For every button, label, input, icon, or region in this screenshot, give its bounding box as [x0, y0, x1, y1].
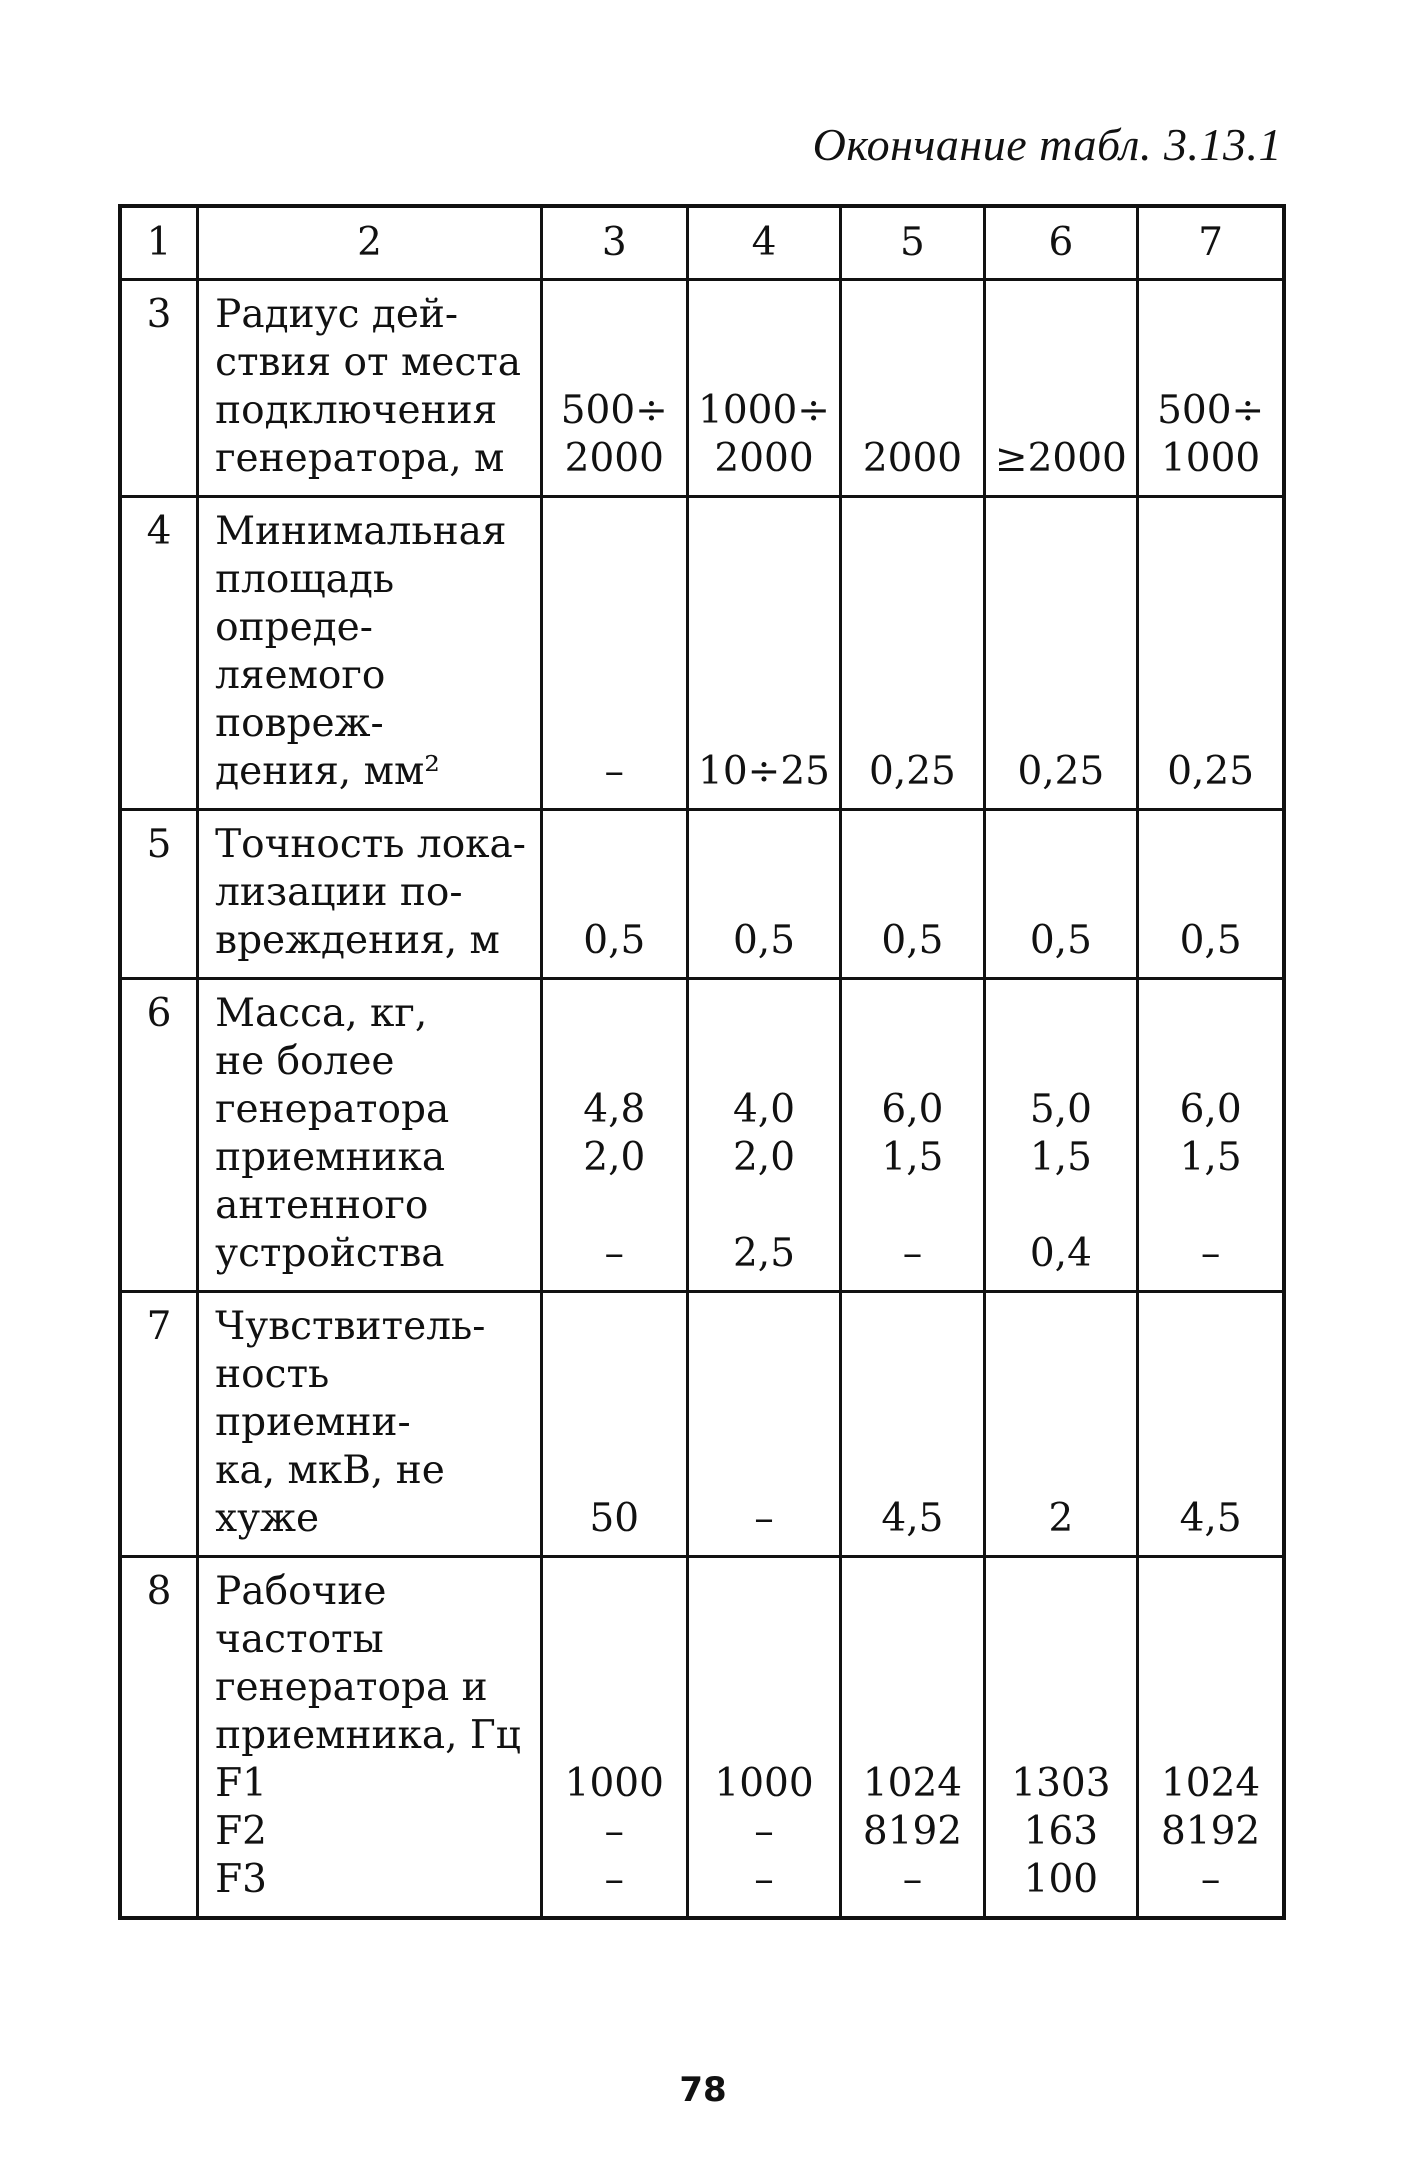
value-line: 0,5: [881, 918, 944, 963]
parameter-line: F2: [215, 1809, 267, 1854]
header-cell: 3: [541, 206, 687, 280]
value-line: –: [754, 1857, 774, 1902]
row-number: 8: [120, 1557, 198, 1919]
parameter-line: генератора, м: [215, 436, 505, 481]
value-line: 1000: [564, 1761, 664, 1806]
value-cell: [541, 1292, 687, 1557]
parameter-line: Масса, кг,: [215, 991, 428, 1036]
parameter-line: приемника, Гц: [215, 1713, 521, 1758]
value-line: –: [604, 749, 625, 794]
value-cell: [1138, 810, 1284, 979]
value-line: 2: [1048, 1496, 1074, 1541]
value-cell: [984, 280, 1138, 497]
value-line: –: [604, 1809, 625, 1854]
parameter-line: генератора и: [215, 1665, 488, 1710]
value-cell: [841, 1292, 984, 1557]
parameter-line: лизации по-: [215, 870, 463, 915]
value-line: 1000÷: [698, 388, 830, 433]
value-cell: [1138, 497, 1284, 810]
table-row: [120, 979, 1284, 1292]
value-line: 500÷: [1157, 388, 1265, 433]
value-cell: [541, 280, 687, 497]
value-line: 0,25: [869, 749, 956, 794]
value-line: 5,0: [1029, 1087, 1092, 1132]
parameter-line: ляемого повреж-: [215, 653, 386, 746]
parameter-line: вреждения, м: [215, 918, 500, 963]
value-line: ≥2000: [994, 436, 1127, 481]
parameter-line: антенного: [215, 1183, 429, 1228]
parameter-line: приемника: [215, 1135, 446, 1180]
value-line: 100: [1023, 1857, 1099, 1902]
parameter-line: подключения: [215, 388, 498, 433]
parameter-line: F1: [215, 1761, 267, 1806]
value-cell: [984, 810, 1138, 979]
value-line: 2,0: [583, 1135, 646, 1180]
value-line: [1145, 1182, 1276, 1230]
value-line: 1000: [714, 1761, 814, 1806]
table-caption: Окончание табл. 3.13.1: [812, 119, 1282, 170]
row-number: 7: [120, 1292, 198, 1557]
value-line: 0,5: [732, 918, 796, 963]
value-line: [695, 1182, 834, 1230]
value-line: 1000: [1160, 436, 1261, 481]
value-line: 500÷: [560, 388, 668, 433]
value-line: 4,0: [732, 1087, 796, 1132]
value-line: 0,4: [1029, 1231, 1092, 1276]
value-line: 0,25: [1167, 749, 1255, 794]
value-line: [549, 1182, 680, 1230]
table-row: [120, 280, 1284, 497]
parameter-line: F3: [215, 1857, 267, 1902]
value-line: 6,0: [1179, 1087, 1242, 1132]
value-cell: [984, 979, 1138, 1292]
value-line: 0,5: [1029, 918, 1092, 963]
header-cell: 6: [984, 206, 1138, 280]
parameter-line: ность приемни-: [215, 1352, 411, 1445]
value-line: [992, 1182, 1131, 1230]
value-line: 8192: [862, 1809, 963, 1854]
value-line: –: [754, 1496, 774, 1541]
value-line: 4,5: [881, 1496, 944, 1541]
value-cell: [841, 1557, 984, 1919]
value-cell: [841, 979, 984, 1292]
parameter-line: дения, мм²: [215, 749, 440, 794]
value-cell: [984, 1292, 1138, 1557]
value-cell: [1138, 979, 1284, 1292]
value-line: 4,8: [583, 1087, 646, 1132]
parameter-line: устройства: [215, 1231, 445, 1276]
table-body: [120, 280, 1284, 1919]
row-number: 5: [120, 810, 198, 979]
header-cell: 4: [687, 206, 841, 280]
value-line: 1,5: [1179, 1135, 1242, 1180]
value-line: 1303: [1011, 1761, 1111, 1806]
value-cell: [841, 280, 984, 497]
parameter-line: Точность лока-: [215, 822, 526, 867]
table-row: [120, 810, 1284, 979]
parameter-cell: [198, 1292, 542, 1557]
value-cell: [687, 1292, 841, 1557]
specification-table: [118, 204, 1286, 1920]
value-line: 1024: [1160, 1761, 1261, 1806]
value-cell: [541, 810, 687, 979]
value-line: 10÷25: [698, 749, 830, 794]
value-line: 1,5: [881, 1135, 944, 1180]
value-line: 0,25: [1017, 749, 1105, 794]
value-line: 4,5: [1179, 1496, 1242, 1541]
parameter-cell: [198, 810, 542, 979]
row-number: 4: [120, 497, 198, 810]
parameter-line: генератора: [215, 1087, 450, 1132]
value-line: 0,5: [1179, 918, 1242, 963]
table-row: [120, 1292, 1284, 1557]
value-line: –: [604, 1231, 625, 1276]
parameter-line: ка, мкВ, не хуже: [215, 1448, 445, 1541]
value-line: –: [902, 1857, 923, 1902]
value-cell: [541, 497, 687, 810]
value-cell: [1138, 1557, 1284, 1919]
parameter-line: не более: [215, 1039, 395, 1084]
value-cell: [541, 979, 687, 1292]
parameter-cell: [198, 497, 542, 810]
value-cell: [541, 1557, 687, 1919]
parameter-cell: [198, 1557, 542, 1919]
value-line: 2,5: [732, 1231, 796, 1276]
value-line: 2,0: [732, 1135, 796, 1180]
value-cell: [841, 810, 984, 979]
value-cell: [984, 1557, 1138, 1919]
parameter-line: Чувствитель-: [215, 1304, 486, 1349]
value-cell: [687, 979, 841, 1292]
header-cell: 5: [841, 206, 984, 280]
parameter-cell: [198, 280, 542, 497]
value-cell: [1138, 280, 1284, 497]
value-line: 8192: [1160, 1809, 1261, 1854]
value-line: –: [902, 1231, 923, 1276]
parameter-line: площадь опреде-: [215, 557, 395, 650]
value-cell: [1138, 1292, 1284, 1557]
row-number: 3: [120, 280, 198, 497]
value-line: 1,5: [1029, 1135, 1092, 1180]
header-cell: 1: [120, 206, 198, 280]
value-cell: [687, 280, 841, 497]
value-line: 6,0: [881, 1087, 944, 1132]
value-cell: [687, 1557, 841, 1919]
parameter-line: Радиус дей-: [215, 292, 459, 337]
page-number: 78: [679, 2070, 727, 2110]
value-line: –: [604, 1857, 625, 1902]
table-row: [120, 1557, 1284, 1919]
value-line: 163: [1023, 1809, 1099, 1854]
parameter-cell: [198, 979, 542, 1292]
table-row: [120, 497, 1284, 810]
value-line: –: [1200, 1857, 1221, 1902]
parameter-line: Минимальная: [215, 509, 507, 554]
value-line: [848, 1182, 976, 1230]
header-cell: 2: [198, 206, 542, 280]
value-line: 2000: [862, 436, 963, 481]
value-line: –: [1200, 1231, 1221, 1276]
table-header-row: [120, 206, 1284, 280]
value-line: –: [754, 1809, 774, 1854]
value-line: 0,5: [583, 918, 646, 963]
value-cell: [687, 810, 841, 979]
value-cell: [984, 497, 1138, 810]
value-line: 2000: [714, 436, 814, 481]
parameter-line: Рабочие частоты: [215, 1569, 387, 1662]
value-line: 1024: [862, 1761, 963, 1806]
value-line: 2000: [564, 436, 664, 481]
value-cell: [841, 497, 984, 810]
row-number: 6: [120, 979, 198, 1292]
parameter-line: ствия от места: [215, 340, 522, 385]
value-cell: [687, 497, 841, 810]
value-line: 50: [589, 1496, 640, 1541]
header-cell: 7: [1138, 206, 1284, 280]
